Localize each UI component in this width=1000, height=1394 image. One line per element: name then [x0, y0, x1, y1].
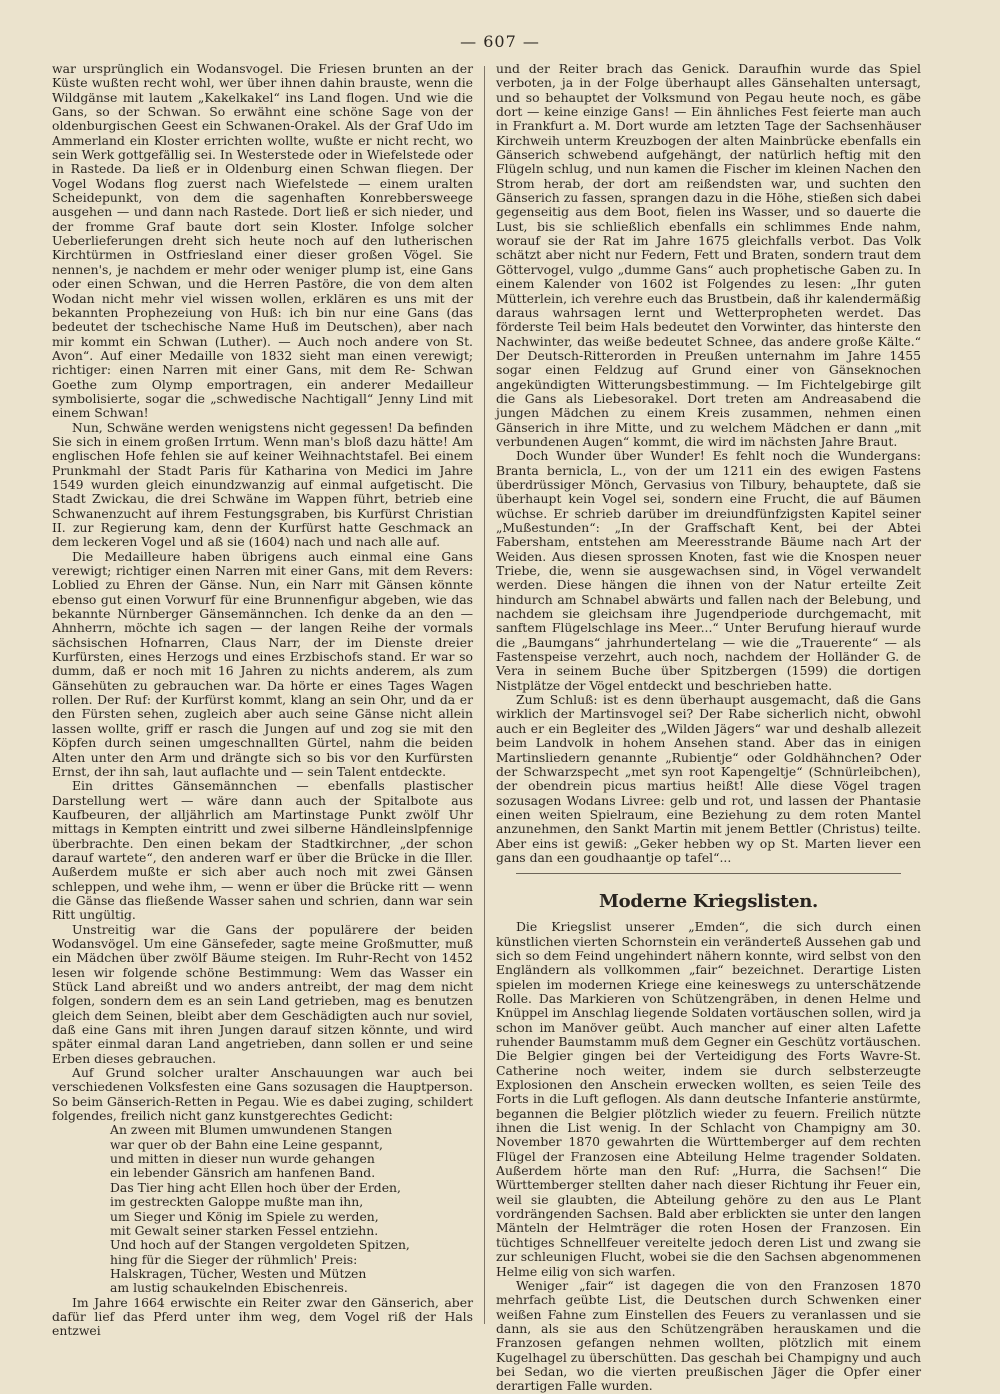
paragraph: Die Kriegslist unserer „Emden“, die sich durch einen künstlichen vierten Schornstein ein veränderteß Aussehen gab und sich so dem Feind ungehindert nähern konnte, wird selbst von den Engländern als vollkommen „fair“ bezeichnet. Derartige Listen spielen im modernen Kriege eine keineswegs zu unterschätzende Rolle. Das Markieren von Schützengräben, in denen Helme und Knüppel im Anschlag liegende Soldaten vortäuschen sollen, wird ja schon im Manöver geübt. Auch mancher auf einer alten Lafette ruhender Baumstamm muß dem Gegner ein Geschütz vortäuschen. Die Belgier gingen bei der Verteidigung des Forts Wavre-St. Catherine noch weiter, indem sie durch selbsterzeugte Explosionen den Anschein erwecken wollten, es seien Teile des Forts in die Luft geflogen. Als dann deutsche Infanterie anstürmte, begannen die Belgier plötzlich wieder zu feuern. Freilich nützte ihnen die List wenig. In der Schlacht von Champigny am 30. November 1870 gewahrten die Württemberger auf dem rechten Flügel der Franzosen eine Abteilung Helme tragender Soldaten. Außerdem hörte man den Ruf: „Hurra, die Sachsen!“ Die Württemberger stellten daher nach dieser Richtung ihr Feuer ein, weil sie glaubten, die Abteilung gehöre zu den aus Le Plant vordrängenden Sachsen. Bald aber erblickten sie unter den langen Mänteln der Helmträger die roten Hosen der Franzosen. Ein tüchtiges Schnellfeuer vereitelte jedoch deren List und zwang sie zur schleunigen Flucht, wobei sie die den Sachsen abgenommenen Helme eilig von sich warfen.: [496, 919, 921, 1279]
poem-line: Halskragen, Tücher, Westen und Mützen: [110, 1265, 367, 1281]
right-column: [496, 61, 921, 1394]
paragraph: Zum Schluß: ist es denn überhaupt ausgemacht, daß die Gans wirklich der Martinsvogel sei? Der Rabe sicherlich nicht, obwohl auch er ein Begleiter des „Wilden Jägers“ war und deshalb allezeit beim Landvolk in hohem Ansehen stand. Aber das in einigen Martinsliedern genannte „Rubientje“ oder Goldhähnchen? Oder der Schwarzspecht „met syn root Kapengeltje“ (Schnürleibchen), der obendrein picus martius heißt! Alle diese Vögel tragen sozusagen Wodans Livree: gelb und rot, und lassen der Phantasie einen weiten Spielraum, eine Beziehung zu dem roten Mantel anzunehmen, den Sankt Martin mit jenem Bettler (Christus) teilte. Aber eins ist gewiß: „Geker hebben wy op St. Marten liever een gans dan een goudhaantje op tafel“...: [496, 692, 921, 865]
paragraph: Doch Wunder über Wunder! Es fehlt noch die Wundergans: Branta bernicla, L., von der um 1211 ein des ewigen Fastens überdrüssiger Mönch, Gervasius von Tilbury, behauptete, daß sie überhaupt kein Vogel sei, sondern eine Frucht, die auf Bäumen wüchse. Er schrieb darüber im dreiundfünfzigsten Kapitel seiner „Mußestunden“: „In der Graffschaft Kent, bei der Abtei Fabersham, entstehen am Meeresstrande Bäume nach Art der Weiden. Aus diesen sprossen Knoten, fast wie die Knospen neuer Triebe, die, wenn sie ausgewachsen sind, in Vögel verwandelt werden. Diese hängen die ihnen von der Natur erteilte Zeit hindurch am Schnabel abwärts und fallen nach der Belebung, und nachdem sie gleichsam ihre Jugendperiode durchgemacht, mit sanftem Flügelschlage ins Meer...“ Unter Berufung hierauf wurde die „Baumgans“ jahrhundertelang — wie die „Trauerente“ — als Fastenspeise verzehrt, auch noch, nachdem der Holländer G. de Vera in seinem Buche über Spitzbergen (1599) die dortigen Nistplätze der Vögel entdeckt und beschrieben hatte.: [496, 448, 921, 693]
poem-line: mit Gewalt seiner starken Fessel entziehn.: [110, 1222, 379, 1238]
paragraph: Weniger „fair“ ist dagegen die von den Franzosen 1870 mehrfach geübte List, die Deutschen durch Schwenken einer weißen Fahne zum Einstellen des Feuers zu veranlassen und sie dann, als sie aus den Schützengräben herauskamen und die Franzosen gefangen nehmen wollten, plötzlich mit einem Kugelhagel zu überschütten. Das geschah bei Champigny und auch bei Sedan, wo die vierten preußischen Jäger die Opfer einer derartigen Falle wurden.: [496, 1277, 921, 1394]
poem-line: war quer ob der Bahn eine Leine gespannt,: [110, 1136, 383, 1152]
poem-line: um Sieger und König im Spiele zu werden,: [110, 1208, 379, 1224]
poem-line: im gestreckten Galoppe mußte man ihn,: [110, 1194, 364, 1210]
paragraph: Im Jahre 1664 erwischte ein Reiter zwar den Gänserich, aber dafür lief das Pferd unter ihm weg, dem Vogel riß der Hals entzwei: [52, 1294, 473, 1339]
poem-line: ein lebender Gänsrich am hanfenen Band.: [110, 1165, 376, 1181]
paragraph: Die Medailleure haben übrigens auch einmal eine Gans verewigt; richtiger einen Narren mit einer Gans, mit dem Revers: Loblied zu Ehren der Gänse. Nun, ein Narr mit Gänsen könnte ebenso gut einen Vorwurf für eine Brunnenfigur abgeben, wie das bekannte Nürnberger Gänsemännchen. Ich denke da an den — Ahnherrn, möchte ich sagen — der langen Reihe der vormals sächsischen Hofnarren, Claus Narr, der im Dienste dreier Kurfürsten, eines Herzogs und eines Erzbischofs stand. Er war so dumm, daß er noch mit 16 Jahren zu nichts anderem, als zum Gänsehüten zu gebrauchen war. Da hörte er eines Tages Wagen rollen. Der Ruf: der Kurfürst kommt, klang an sein Ohr, und da er den Fürsten sehen, zugleich aber auch seine Gänse nicht allein lassen wollte, griff er rasch die Jungen auf und zog sie mit den Köpfen durch seinen umgeschnallten Gürtel, nahm die beiden Alten unter den Arm und drängte sich so bis vor den Kurfürsten Ernst, der ihn sah, laut auflachte und — sein Talent entdeckte.: [52, 548, 473, 779]
paragraph: und der Reiter brach das Genick. Daraufhin wurde das Spiel verboten, ja in der Folge überhaupt alles Gänsehalten untersagt, und so behauptet der Volksmund von Pegau heute noch, es gäbe dort — keine einzige Gans! — Ein ähnliches Fest feierte man auch in Frankfurt a. M. Dort wurde am letzten Tage der Sachsenhäuser Kirchweih unterm Kreuzbogen der alten Mainbrücke ebenfalls ein Gänserich schwebend aufgehängt, der natürlich heftig mit den Flügeln schlug, und nun kamen die Fischer im kleinen Nachen den Strom herab, der dort am reißendsten war, und suchten den Gänserich zu fassen, sprangen dazu in die Höhe, stießen sich dabei gegenseitig aus dem Boot, fielen ins Wasser, und so dauerte die Lust, bis sie schließlich ebenfalls ein schlimmes Ende nahm, worauf sie der Rat im Jahre 1675 gleichfalls verbot. Das Volk schätzt aber nicht nur Federn, Fett und Braten, sondern traut dem Göttervogel, vulgo „dumme Gans“ auch prophetische Gaben zu. In einem Kalender von 1602 ist Folgendes zu lesen: „Ihr guten Mütterlein, ich verehre euch das Brustbein, daß ihr kalendermäßig daraus wahrsagen lernt und Wetterpropheten werdet. Das förderste Teil beim Hals bedeutet den Vorwinter, das hinterste den Nachwinter, das weiße bedeutet Schnee, das andere große Kälte.“ Der Deutsch-Ritterorden in Preußen unternahm im Jahre 1455 sogar einen Feldzug auf Grund einer von Gänseknochen angekündigten Witterungsbestimmung. — Im Fichtelgebirge gilt die Gans als Liebesorakel. Dort treten am Andreasabend die jungen Mädchen zu einem Kreis zusammen, nehmen einen Gänserich in ihre Mitte, und zu welchem Mädchen er dann „mit verbundenen Augen“ kommt, die wird im nächsten Jahre Braut.: [496, 61, 921, 449]
paragraph: Auf Grund solcher uralter Anschauungen war auch bei verschiedenen Volksfesten eine Gans sozusagen die Hauptperson. So beim Gänserich-Retten in Pegau. Wie es dabei zuging, schildert folgendes, freilich nicht ganz kunstgerechtes Gedicht:: [52, 1065, 473, 1124]
paragraph: Ein drittes Gänsemännchen — ebenfalls plastischer Darstellung wert — wäre dann auch der Spitalbote aus Kaufbeuren, der alljährlich am Martinstage Punkt zwölf Uhr mittags in Kempten eintritt und zwei silberne Händleinslpfennige überbrachte. Den einen bekam der Stadtkirchner, „der schon darauf wartete“, den anderen warf er über die Brücke in die Iller. Außerdem mußte er sich aber auch noch mit zwei Gänsen schleppen, und wehe ihm, — wenn er über die Brücke ritt — wenn die Gänse das fließende Wasser sahen und schrien, dann war sein Ritt ungültig.: [52, 778, 473, 923]
paragraph: Nun, Schwäne werden wenigstens nicht gegessen! Da befinden Sie sich in einem großen Irrtum. Wenn man's bloß dazu hätte! Am englischen Hofe fehlen sie auf keiner Weihnachtstafel. Bei einem Prunkmahl der Stadt Paris für Katharina von Medici im Jahre 1549 wurden gleich einundzwanzig auf einmal aufgetischt. Die Stadt Zwickau, die drei Schwäne im Wappen führt, betrieb eine Schwanenzucht auf ihrem Festungsgraben, bis Kurfürst Christian II. zur Regierung kam, denn der Kurfürst hatte Geschmack an dem leckeren Vogel und aß sie (1604) nach und nach alle auf.: [52, 419, 473, 550]
poem-line: am lustig schaukelnden Ebischenreis.: [110, 1280, 348, 1296]
paragraph: war ursprünglich ein Wodansvogel. Die Friesen brunten an der Küste wußten recht wohl, wer über ihnen dahin brauste, wenn die Wildgänse mit lautem „Kakelkakel“ ins Land flogen. Und wie die Gans, so der Schwan. So erwähnt eine schöne Sage von der oldenburgischen Geest ein Schwanen-Orakel. Als der Graf Udo im Ammerland ein Kloster errichten wollte, wußte er nicht recht, wo sein Werk gottgefällig sei. In Westerstede oder in Wiefelstede oder in Rastede. Da ließ er in Oldenburg einen Schwan fliegen. Der Vogel Wodans flog zuerst nach Wiefelstede — einem uralten Scheidepunkt, von dem die sagenhaften Konrebbersweege ausgehen — und dann nach Rastede. Dort ließ er sich nieder, und der fromme Graf baute dort sein Kloster. Infolge solcher Ueberlieferungen dreht sich heute noch auf den lutherischen Kirchtürmen in Ostfriesland einer dieser großen Vögel. Sie nennen's, je nachdem er mehr oder weniger plump ist, eine Gans oder einen Schwan, und die Herren Pastöre, die von dem alten Wodan nicht mehr viel wissen wollen, erklären es uns mit der bekannten Prophezeiung von Huß: ich bin nur eine Gans (das bedeutet der tschechische Name Huß im Deutschen), aber nach mir kommt ein Schwan (Luther). — Auch noch andere von St. Avon“. Auf einer Medaille von 1832 sieht man einen verewigt; richtiger: einen Narren mit einer Gans, mit dem Re- Schwan Goethe zum Olymp emportragen, ein anderer Medailleur symbolisierte, sogar die „schwedische Nachtigall“ Jenny Lind mit einem Schwan!: [52, 61, 473, 421]
article-title: Moderne Kriegslisten.: [598, 891, 819, 913]
paragraph: Unstreitig war die Gans der populärere der beiden Wodansvögel. Um eine Gänsefeder, sagte meine Großmutter, muß ein Mädchen über zwölf Bäume steigen. Im Ruhr-Recht von 1452 lesen wir folgende schöne Bestimmung: Wem das Wasser ein Stück Land abreißt und wo anders antreibt, der mag dem nicht folgen, sondern dem es an sein Land getrieben, mag es benutzen gleich dem Seinen, bleibt aber dem Geschädigten auch nur soviel, daß eine Gans mit ihren Jungen darauf sitzen könnte, und wird später einmal daran Land angetrieben, dann sollen er und seine Erben dieses gebrauchen.: [52, 921, 473, 1066]
poem-line: Das Tier hing acht Ellen hoch über der Erden,: [110, 1179, 401, 1195]
poem-line: An zween mit Blumen umwundenen Stangen: [110, 1122, 393, 1138]
poem-line: hing für die Sieger der rühmlich' Preis:: [110, 1251, 358, 1267]
left-column: [52, 62, 473, 1377]
section-divider: [516, 873, 901, 874]
page-number: — 607 —: [460, 32, 540, 51]
poem-line: Und hoch auf der Stangen vergoldeten Spitzen,: [110, 1237, 410, 1253]
poem-line: und mitten in dieser nun wurde gehangen: [110, 1151, 375, 1167]
column-divider: [484, 66, 485, 1324]
poem: [110, 1123, 473, 1295]
